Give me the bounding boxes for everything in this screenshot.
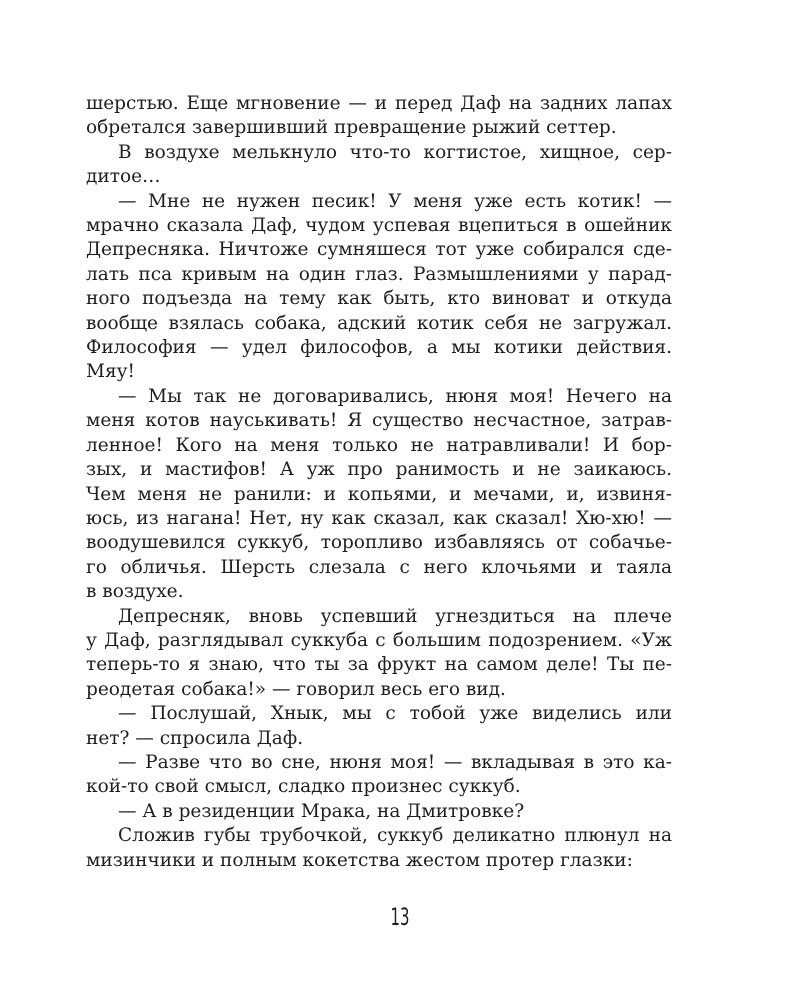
- text-line: Мяу!: [86, 361, 135, 383]
- text-line: — Послушай, Хнык, мы с тобой уже виделись или: [118, 703, 672, 725]
- text-line: дитое…: [86, 166, 161, 188]
- text-line: у Даф, разглядывал суккуба с большим подозрением. «Уж: [86, 629, 672, 651]
- text-line: в воздухе.: [86, 581, 184, 603]
- text-line: юсь, из нагана! Нет, ну как сказал, как сказал! Хю-хю! —: [86, 507, 672, 529]
- text-line: обретался завершивший превращение рыжий сеттер.: [86, 117, 617, 139]
- text-line: меня котов науськивать! Я существо несчастное, затрав-: [86, 410, 672, 432]
- text-line: — А в резиденции Мрака, на Дмитровке?: [118, 800, 525, 822]
- text-line: мрачно сказала Даф, чудом успевая вцепиться в ошейник: [86, 215, 672, 237]
- text-line: зых, и мастифов! А уж про ранимость и не заикаюсь.: [86, 459, 672, 481]
- text-line: воодушевился суккуб, торопливо избавляясь от собачье-: [86, 532, 672, 554]
- text-line: ного подъезда на тему как быть, кто виноват и откуда: [86, 288, 672, 310]
- text-line: мизинчики и полным кокетства жестом протер глазки:: [86, 849, 633, 871]
- text-line: лать пса кривым на один глаз. Размышлениями у парад-: [86, 263, 672, 285]
- text-line: Чем меня не ранили: и копьями, и мечами, и, извиня-: [86, 483, 672, 505]
- text-line: кой-то свой смысл, сладко произнес суккуб.: [86, 776, 521, 798]
- text-line: — Мы так не договаривались, нюня моя! Нечего на: [118, 385, 672, 407]
- text-line: Депресняк, вновь успевший угнездиться на плече: [118, 605, 672, 627]
- text-line: ленное! Кого на меня только не натравливали! И бор-: [86, 434, 672, 456]
- text-line: вообще взялась собака, адский котик себя не загружал.: [86, 312, 672, 334]
- text-line: нет? — спросила Даф.: [86, 727, 304, 749]
- text-line: шерстью. Еще мгновение — и перед Даф на задних лапах: [86, 93, 672, 114]
- page-number: 13: [390, 903, 410, 931]
- text-line: го обличья. Шерсть слезала с него клочьями и таяла: [86, 556, 672, 578]
- text-line: — Мне не нужен песик! У меня уже есть котик! —: [118, 190, 672, 212]
- text-line: В воздухе мелькнуло что-то когтистое, хищное, сер-: [118, 141, 672, 163]
- text-line: — Разве что во сне, нюня моя! — вкладывая в это ка-: [118, 751, 672, 773]
- text-line: Депресняка. Ничтоже сумняшеся тот уже собирался сде-: [86, 239, 672, 261]
- text-line: теперь-то я знаю, что ты за фрукт на самом деле! Ты пе-: [86, 654, 672, 676]
- book-page-text: [86, 92, 672, 873]
- text-line: реодетая собака!» — говорил весь его вид.: [86, 678, 506, 700]
- text-line: Сложив губы трубочкой, суккуб деликатно плюнул на: [118, 825, 672, 847]
- text-line: Философия — удел философов, а мы котики действия.: [86, 337, 672, 359]
